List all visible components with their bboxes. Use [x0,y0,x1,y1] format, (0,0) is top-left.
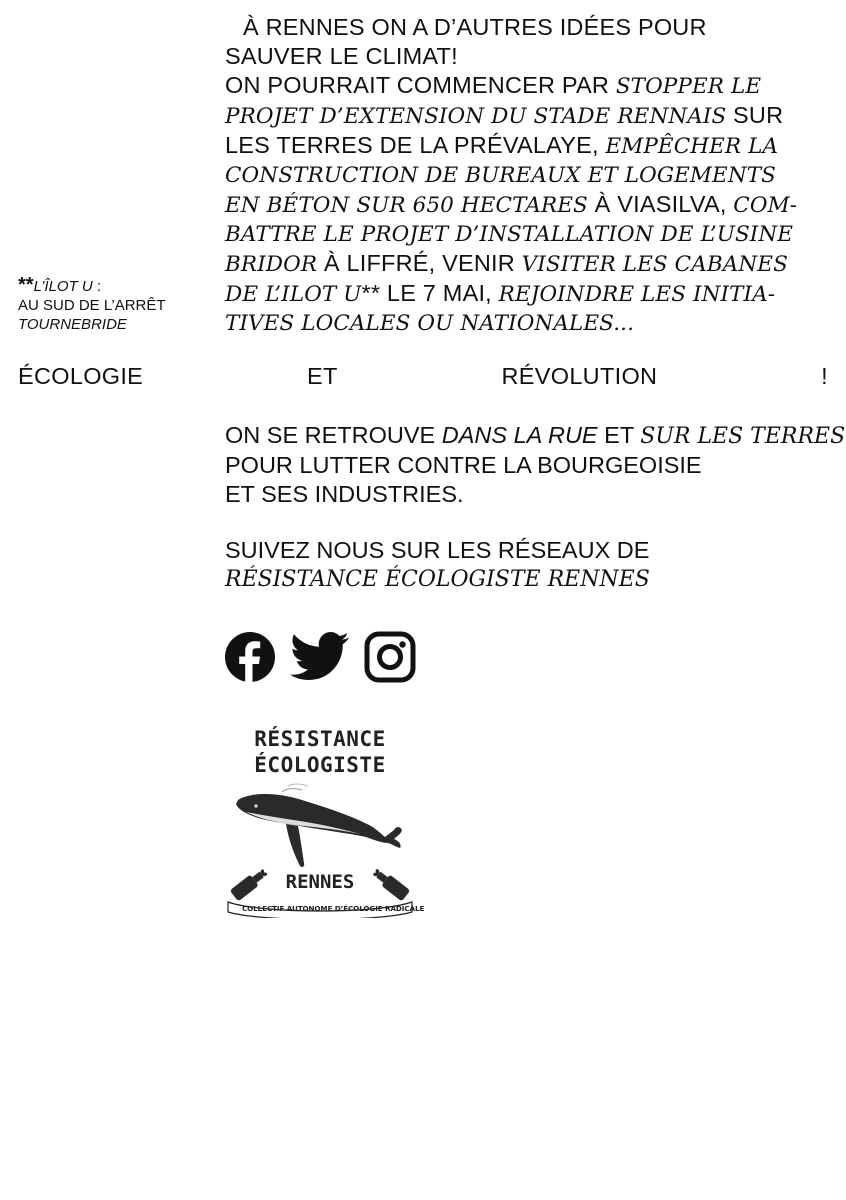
logo-city: RENNES [285,871,355,893]
logo-title-line: ÉCOLOGISTE [254,753,386,777]
street-line: POUR LUTTER CONTRE LA BOURGEOISIE [225,452,702,478]
street-paragraph [225,421,846,509]
follow-line: SUIVEZ NOUS SUR LES RÉSEAUX DE [225,537,650,563]
intro-line: LES TERRES DE LA PRÉVALAYE, EMPÊCHER LA [225,132,779,159]
street-line: ON SE RETROUVE DANS LA RUE ET SUR LES TERRES [225,422,846,449]
follow-line: RÉSISTANCE ÉCOLOGISTE RENNES [225,567,650,592]
twitter-icon[interactable] [290,632,350,682]
logo-tagline: COLLECTIF AUTONOME D’ÉCOLOGIE RADICALE [242,904,425,913]
street-line: ET SES INDUSTRIES. [225,481,464,507]
slogan-word: RÉVOLUTION [501,363,658,389]
intro-line: PROJET D’EXTENSION DU STADE RENNAIS SUR [225,102,784,129]
intro-line: EN BÉTON SUR 650 HECTARES À VIASILVA, COM- [225,191,798,218]
slogan-word: ! [821,363,828,389]
footnote-line: TOURNEBRIDE [18,316,127,333]
intro-line: DE L’ILOT U** LE 7 MAI, REJOINDRE LES INITIA- [225,280,776,307]
instagram-icon[interactable] [364,631,416,683]
slogan-word: ÉCOLOGIE [18,363,144,389]
slogan [18,363,828,390]
intro-paragraph [225,13,825,338]
logo-title-line: RÉSISTANCE [254,727,386,751]
footnote-line: AU SUD DE L’ARRÊT [18,297,166,314]
intro-line: CONSTRUCTION DE BUREAUX ET LOGEMENTS [225,163,777,188]
intro-line: SAUVER LE CLIMAT! [225,43,458,69]
intro-line: BATTRE LE PROJET D’INSTALLATION DE L’USINE [225,222,794,247]
intro-line: À RENNES ON A D’AUTRES IDÉES POUR [243,14,707,40]
facebook-icon[interactable] [224,631,276,683]
collective-logo [222,726,425,918]
footnote-title-line: **L’ÎLOT U : [18,274,102,296]
intro-line: ON POURRAIT COMMENCER PAR STOPPER LE [225,72,762,99]
intro-line: BRIDOR À LIFFRÉ, VENIR VISITER LES CABANES [225,250,788,277]
follow-paragraph [225,536,835,594]
slogan-word: ET [307,363,338,389]
social-links [224,630,416,684]
footnote [18,276,208,334]
intro-line: TIVES LOCALES OU NATIONALES... [225,311,635,336]
